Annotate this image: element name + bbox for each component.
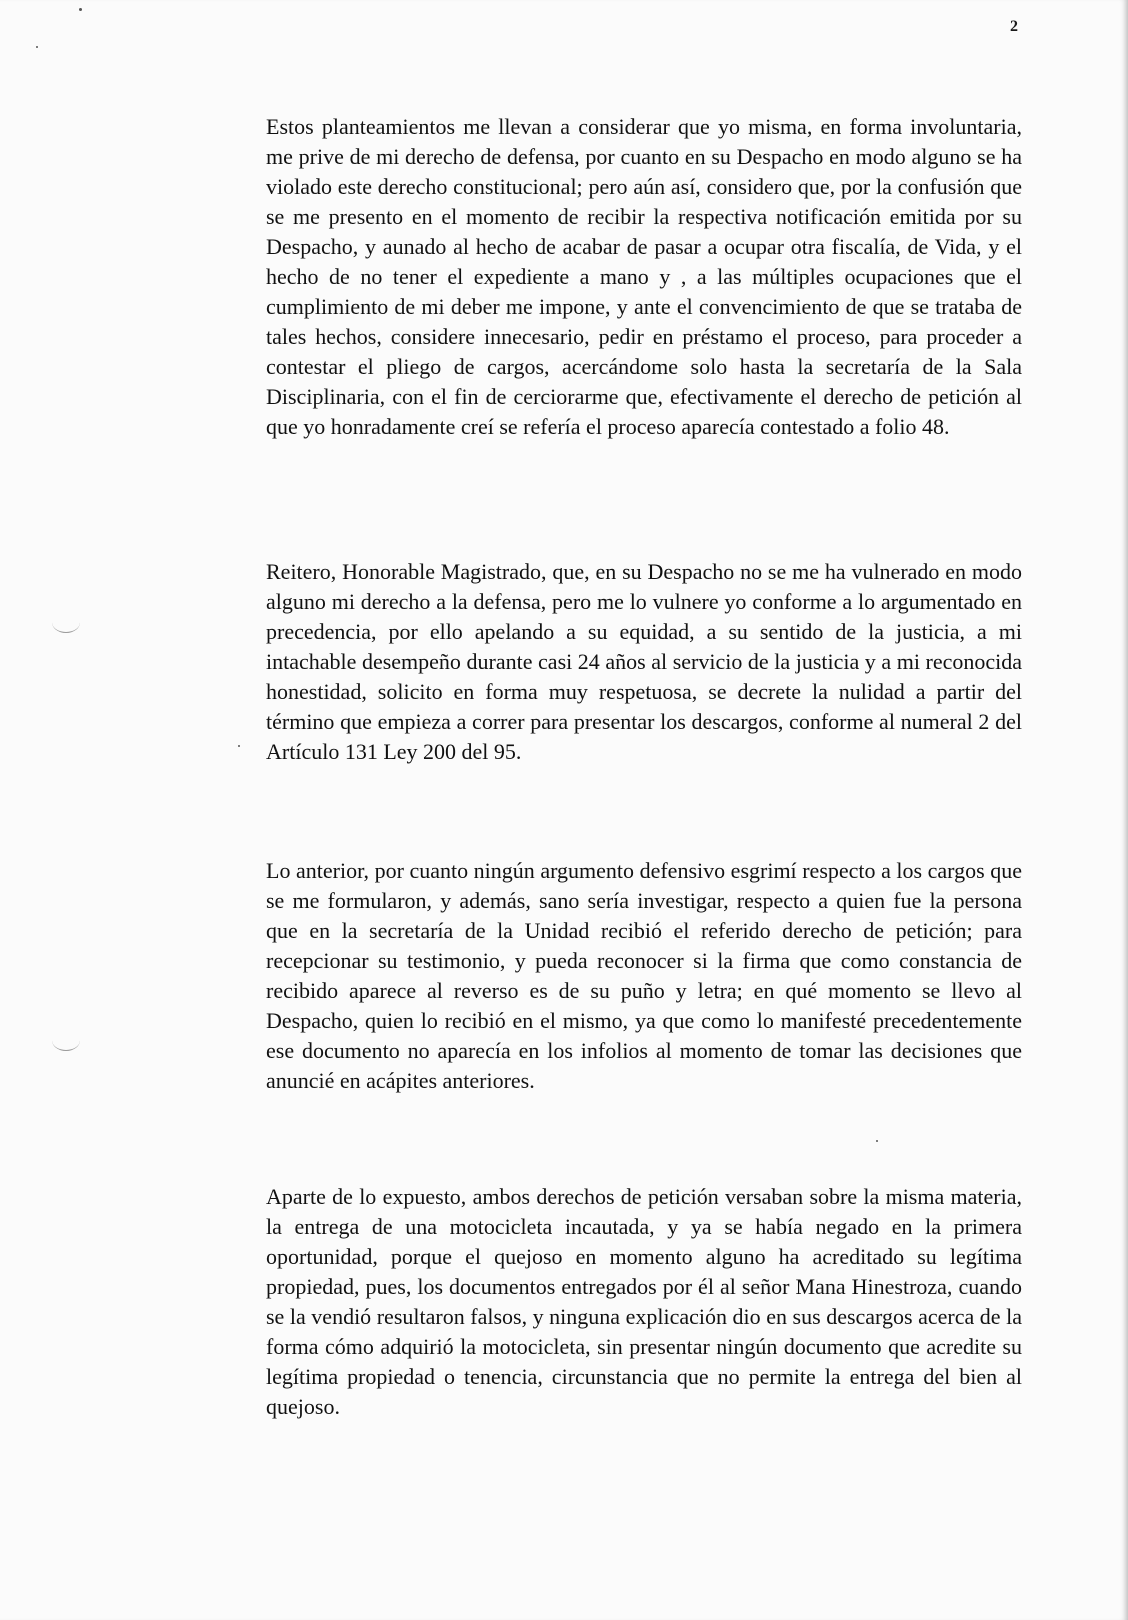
paragraph-4: Aparte de lo expuesto, ambos derechos de petición versaban sobre la misma materia, la entrega de una motocicleta incautada, y ya se había negado en la primera oportunidad, porque el quejoso en momento alguno ha acreditado su legítima propiedad, pues, los documentos entregados por él al señor Mana Hinestroza, cuando se la vendió resultaron falsos, y ninguna explicación dio en sus descargos acerca de la forma cómo adquirió la motocicleta, sin presentar ningún documento que acredite su legítima propiedad o tenencia, circunstancia que no permite la entrega del bien al quejoso. (266, 1184, 1022, 1419)
paper-speck (876, 1140, 878, 1142)
paper-speck (238, 745, 240, 747)
paragraph-1: Estos planteamientos me llevan a considerar que yo misma, en forma involuntaria, me prive de mi derecho de defensa, por cuanto en su Despacho en modo alguno se ha violado este derecho constitucional; pero aún así, considero que, por la confusión que se me presento en el momento de recibir la respectiva notificación emitida por su Despacho, y aunado al hecho de acabar de pasar a ocupar otra fiscalía, de Vida, y el hecho de no tener el expediente a mano y , a las múltiples ocupaciones que el cumplimiento de mi deber me impone, y ante el convencimiento de que se trataba de tales hechos, considere innecesario, pedir en préstamo el proceso, para proceder a contestar el pliego de cargos, acercándome solo hasta la secretaría de la Sala Disciplinaria, con el fin de cerciorarme que, efectivamente el derecho de petición al que yo honradamente creí se refería el proceso aparecía contestado a folio 48. (266, 114, 1022, 439)
punch-hole-mark (52, 1030, 80, 1051)
paragraph-2: Reitero, Honorable Magistrado, que, en su Despacho no se me ha vulnerado en modo alguno mi derecho a la defensa, pero me lo vulnere yo conforme a lo argumentado en precedencia, por ello apelando a su equidad, a su sentido de la justicia, a mi intachable desempeño durante casi 24 años al servicio de la justicia y a mi reconocida honestidad, solicito en forma muy respetuosa, se decrete la nulidad a partir del término que empieza a correr para presentar los descargos, conforme al numeral 2 del Artículo 131 Ley 200 del 95. (266, 559, 1022, 764)
page-number: 2 (1010, 18, 1018, 35)
paragraph-3: Lo anterior, por cuanto ningún argumento defensivo esgrimí respecto a los cargos que se me formularon, y además, sano sería investigar, respecto a quien fue la persona que en la secretaría de la Unidad recibió el referido derecho de petición; para recepcionar su testimonio, y pueda reconocer si la firma que como constancia de recibido aparece al reverso es de su puño y letra; en qué momento se llevo al Despacho, quien lo recibió en el mismo, ya que como lo manifesté precedentemente ese documento no aparecía en los infolios al momento de tomar las decisiones que anuncié en acápites anteriores. (266, 858, 1022, 1093)
paper-speck (79, 8, 82, 11)
paper-speck (36, 46, 38, 48)
punch-hole-mark (52, 612, 80, 633)
